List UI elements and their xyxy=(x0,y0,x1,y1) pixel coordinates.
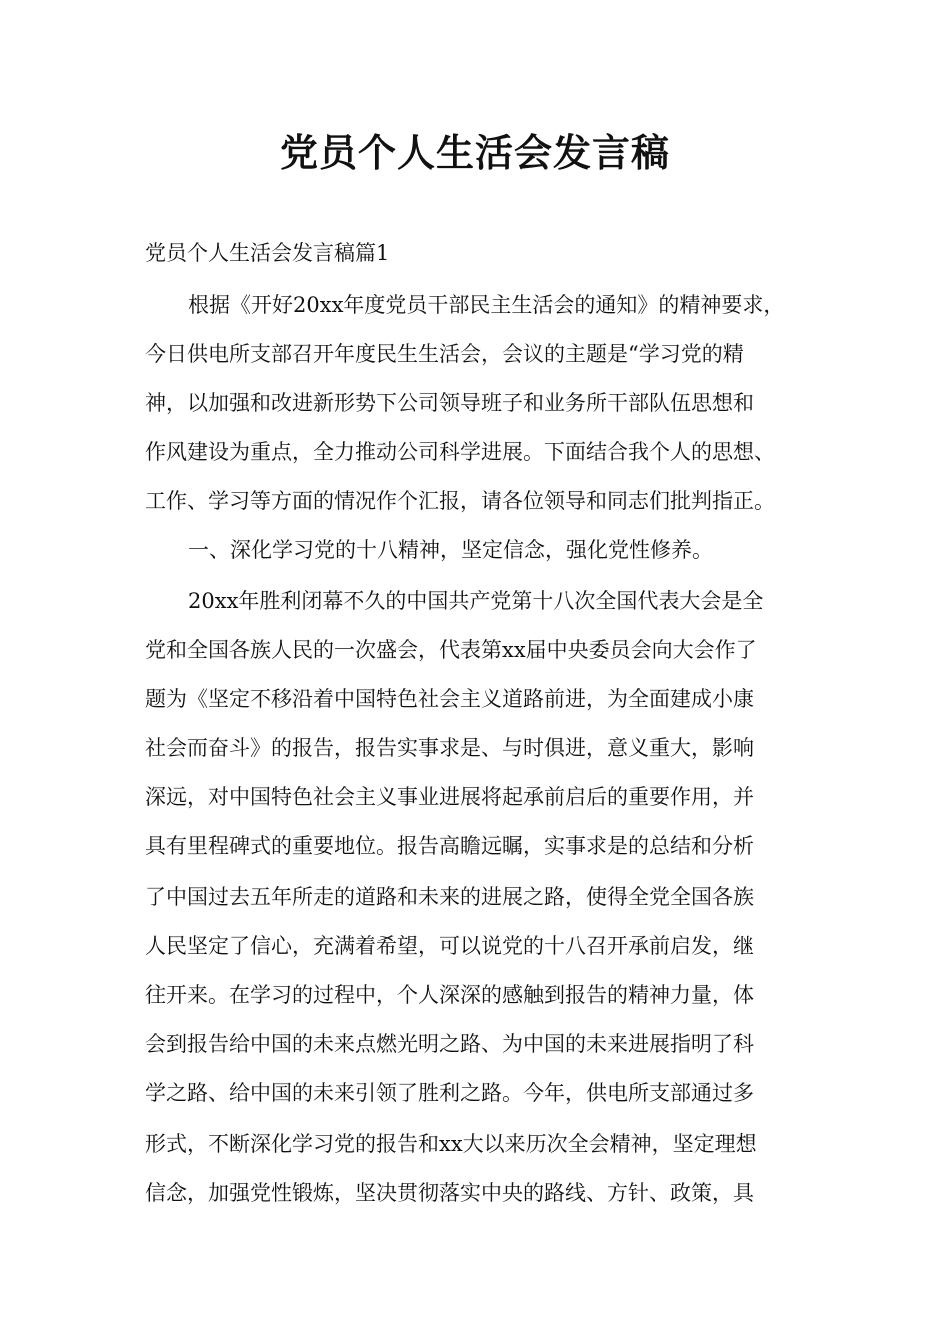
subheading-line: 一、深化学习党的十八精神，坚定信念，强化党性修养。 xyxy=(188,538,713,562)
paragraph-line: 党和全国各族人民的一次盛会，代表第xx届中央委员会向大会作了 xyxy=(145,638,757,662)
paragraph-line: 20xx年胜利闭幕不久的中国共产党第十八次全国代表大会是全 xyxy=(188,589,764,613)
paragraph-line: 具有里程碑式的重要地位。报告高瞻远瞩，实事求是的总结和分析 xyxy=(145,834,754,858)
paragraph-line: 根据《开好20xx年度党员干部民主生活会的通知》的精神要求， xyxy=(188,293,785,317)
paragraph-line: 往开来。在学习的过程中，个人深深的感触到报告的精神力量，体 xyxy=(145,983,754,1007)
paragraph-line: 形式，不断深化学习党的报告和xx大以来历次全会精神，坚定理想 xyxy=(145,1132,757,1156)
paragraph-line: 人民坚定了信心，充满着希望，可以说党的十八召开承前启发，继 xyxy=(145,934,754,958)
paragraph-line: 作风建设为重点，全力推动公司科学进展。下面结合我个人的思想、 xyxy=(145,440,775,464)
paragraph-line: 社会而奋斗》的报告，报告实事求是、与时俱进，意义重大，影响 xyxy=(145,736,754,760)
paragraph-line: 了中国过去五年所走的道路和未来的进展之路，使得全党全国各族 xyxy=(145,885,754,909)
paragraph-line: 题为《坚定不移沿着中国特色社会主义道路前进，为全面建成小康 xyxy=(145,687,754,711)
paragraph-line: 信念，加强党性锻炼，坚决贯彻落实中央的路线、方针、政策，具 xyxy=(145,1181,754,1205)
paragraph-line: 深远，对中国特色社会主义事业进展将起承前启后的重要作用，并 xyxy=(145,785,754,809)
paragraph-line: 学之路、给中国的未来引领了胜利之路。今年，供电所支部通过多 xyxy=(145,1081,754,1105)
paragraph-line: 工作、学习等方面的情况作个汇报，请各位领导和同志们批判指正。 xyxy=(145,489,775,513)
paragraph-line: 会到报告给中国的未来点燃光明之路、为中国的未来进展指明了科 xyxy=(145,1032,754,1056)
section-heading: 党员个人生活会发言稿篇1 xyxy=(145,241,390,265)
paragraph-line: 神，以加强和改进新形势下公司领导班子和业务所干部队伍思想和 xyxy=(145,391,754,415)
document-title: 党员个人生活会发言稿 xyxy=(279,130,670,175)
paragraph-line: 今日供电所支部召开年度民生生活会，会议的主题是“学习党的精 xyxy=(145,342,744,366)
